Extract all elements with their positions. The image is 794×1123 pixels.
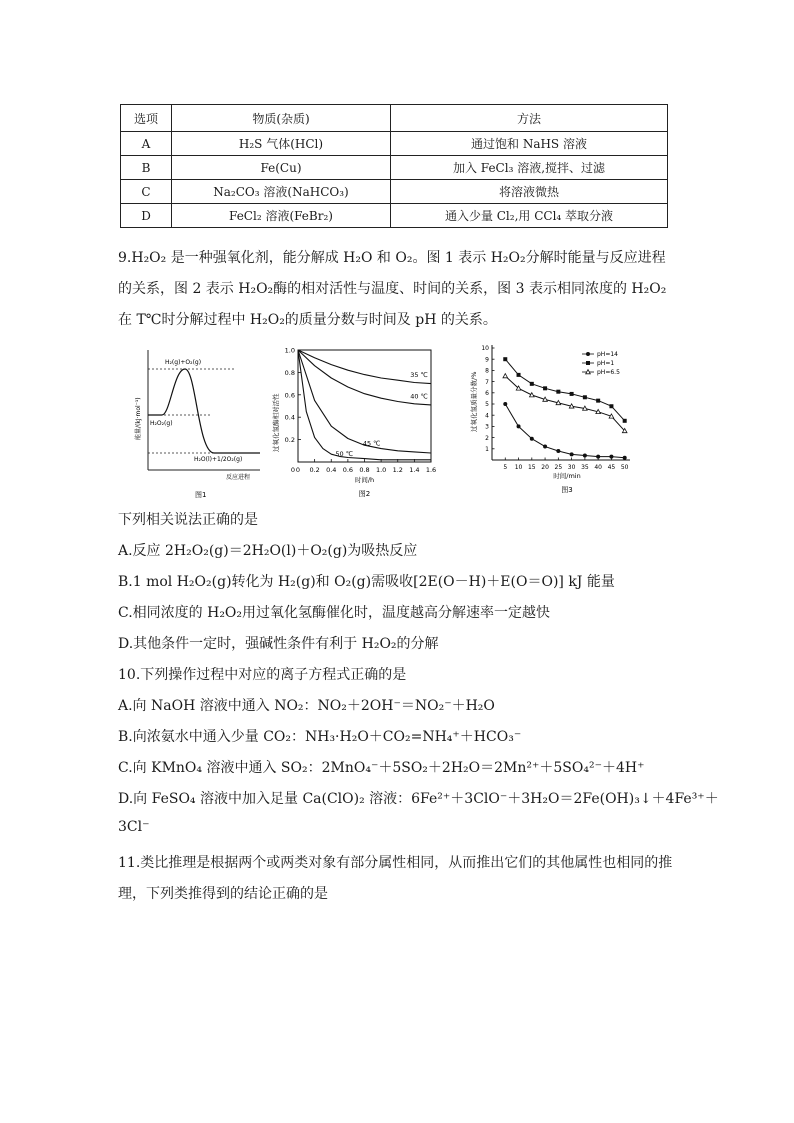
fig3-x-tick-label: 30 bbox=[567, 464, 576, 471]
fig3-y-tick-label: 10 bbox=[481, 345, 489, 353]
fig3-legend-marker bbox=[586, 361, 590, 365]
fig2-x-tick-label: 1.6 bbox=[425, 466, 437, 474]
fig3-x-tick-label: 45 bbox=[607, 464, 616, 471]
purification-table bbox=[120, 104, 668, 228]
fig2-y-tick-label: 0.2 bbox=[284, 436, 295, 445]
table-row bbox=[121, 132, 668, 156]
h2o2-fraction-chart bbox=[470, 340, 640, 500]
fig2-series-label: 35 ℃ bbox=[410, 371, 428, 380]
fig2-x-tick-label: 1.4 bbox=[409, 466, 420, 474]
fig3-legend-label: pH=14 bbox=[597, 351, 618, 359]
fig3-data-point bbox=[530, 437, 534, 441]
fig3-data-point bbox=[543, 445, 547, 449]
fig3-data-point bbox=[596, 455, 600, 459]
fig3-legend-label: pH=6.5 bbox=[597, 369, 620, 377]
q9-option-b: B.1 mol H₂O₂(g)转化为 H₂(g)和 O₂(g)需吸收[2E(O－H)＋E(O＝O)] kJ 能量 bbox=[118, 574, 615, 590]
fig2-y-tick-label: 0.4 bbox=[284, 413, 295, 422]
q9-stem: 9.H₂O₂ 是一种强氧化剂，能分解成 H₂O 和 O₂。图 1 表示 H₂O₂分解时能量与反应进程的关系，图 2 表示 H₂O₂酶的相对活性与温度、时间的关系，图 3 表示相同浓度的 H₂O₂在 T℃时分解过程中 H₂O₂的质量分数与时间及 pH 的关系。 bbox=[118, 250, 667, 328]
fig3-x-tick-label: 15 bbox=[527, 464, 536, 471]
header-option: 选项 bbox=[121, 105, 172, 132]
fig2-x-tick-label: 0.6 bbox=[342, 466, 354, 474]
fig3-y-tick-label: 5 bbox=[485, 401, 489, 409]
fig3-data-point bbox=[623, 456, 627, 460]
fig1-ylabel: 能量/(kJ·mol⁻¹) bbox=[135, 397, 142, 440]
figure-3 bbox=[470, 340, 640, 500]
fig3-data-point bbox=[517, 424, 521, 428]
fig2-xlabel: 时间/h bbox=[354, 476, 375, 484]
fig3-x-tick-label: 50 bbox=[620, 464, 629, 471]
q9-prompt: 下列相关说法正确的是 bbox=[118, 512, 258, 528]
fig1-label-mid: H₂O₂(g) bbox=[150, 420, 173, 427]
fig3-y-tick-label: 2 bbox=[485, 434, 489, 442]
fig3-data-point bbox=[570, 452, 574, 456]
fig3-x-tick-label: 35 bbox=[581, 464, 589, 471]
fig3-data-point bbox=[623, 419, 627, 423]
fig3-data-point bbox=[503, 357, 507, 361]
row-substance: Na₂CO₃ 溶液(NaHCO₃) bbox=[172, 180, 391, 204]
q10-stem: 10.下列操作过程中对应的离子方程式正确的是 bbox=[118, 667, 407, 683]
fig3-x-tick-label: 5 bbox=[503, 464, 508, 471]
fig3-xlabel: 时间/min bbox=[553, 472, 581, 480]
fig3-legend-marker bbox=[586, 352, 590, 356]
table-row bbox=[121, 156, 668, 180]
fig2-caption: 图2 bbox=[358, 490, 371, 498]
row-method: 加入 FeCl₃ 溶液,搅拌、过滤 bbox=[391, 156, 668, 180]
fig3-series-line bbox=[505, 404, 624, 458]
fig3-data-point bbox=[503, 374, 508, 378]
fig1-caption: 图1 bbox=[195, 491, 207, 499]
fig2-origin-label: 0 bbox=[290, 466, 295, 474]
fig3-data-point bbox=[543, 386, 547, 390]
fig2-x-tick-label: 0.8 bbox=[359, 466, 370, 474]
fig3-data-point bbox=[530, 382, 534, 386]
energy-diagram bbox=[135, 345, 260, 500]
row-substance: FeCl₂ 溶液(FeBr₂) bbox=[172, 204, 391, 228]
fig3-data-point bbox=[609, 455, 613, 459]
fig2-series-line bbox=[298, 350, 431, 453]
fig2-ylabel: 过氧化氢酶相对活性 bbox=[272, 393, 280, 452]
fig3-data-point bbox=[503, 402, 507, 406]
fig3-legend-label: pH=1 bbox=[597, 360, 615, 368]
fig2-series-label: 50 ℃ bbox=[335, 450, 354, 459]
fig3-data-point bbox=[517, 373, 521, 377]
row-option: A bbox=[121, 132, 172, 156]
fig3-data-point bbox=[583, 395, 587, 399]
fig3-data-point bbox=[583, 454, 587, 458]
enzyme-activity-chart bbox=[268, 342, 448, 502]
table-header-row bbox=[121, 105, 668, 132]
q10-option-b: B.向浓氨水中通入少量 CO₂：NH₃·H₂O＋CO₂=NH₄⁺＋HCO₃⁻ bbox=[118, 729, 522, 745]
table-row bbox=[121, 180, 668, 204]
fig3-y-tick-label: 3 bbox=[485, 423, 489, 431]
fig3-caption: 图3 bbox=[561, 486, 573, 494]
fig2-y-tick-label: 0.6 bbox=[284, 391, 295, 400]
q9-option-d: D.其他条件一定时，强碱性条件有利于 H₂O₂的分解 bbox=[118, 636, 439, 652]
fig3-x-tick-label: 40 bbox=[594, 464, 602, 471]
header-substance: 物质(杂质) bbox=[172, 105, 391, 132]
fig2-x-tick-label: 0.4 bbox=[326, 466, 337, 474]
fig3-y-tick-label: 9 bbox=[485, 356, 489, 364]
q10-option-d: D.向 FeSO₄ 溶液中加入足量 Ca(ClO)₂ 溶液：6Fe²⁺＋3ClO⁻＋3H₂O＝2Fe(OH)₃↓＋4Fe³⁺＋ bbox=[118, 791, 719, 807]
fig1-label-top: H₂(g)+O₂(g) bbox=[165, 359, 202, 366]
fig3-series-line bbox=[505, 376, 624, 431]
row-option: D bbox=[121, 204, 172, 228]
header-method: 方法 bbox=[391, 105, 668, 132]
fig3-data-point bbox=[596, 399, 600, 403]
fig3-data-point bbox=[609, 404, 613, 408]
q10-option-a: A.向 NaOH 溶液中通入 NO₂：NO₂＋2OH⁻＝NO₂⁻＋H₂O bbox=[118, 698, 495, 714]
q11-stem: 11.类比推理是根据两个或两类对象有部分属性相同，从而推出它们的其他属性也相同的推理，下列类推得到的结论正确的是 bbox=[118, 855, 673, 902]
row-option: B bbox=[121, 156, 172, 180]
row-substance: H₂S 气体(HCl) bbox=[172, 132, 391, 156]
fig2-y-tick-label: 1.0 bbox=[284, 346, 295, 355]
figure-1 bbox=[135, 345, 260, 500]
fig1-xlabel: 反应进程 bbox=[226, 474, 251, 481]
fig3-y-tick-label: 8 bbox=[485, 367, 489, 375]
fig2-x-tick-label: 0.2 bbox=[309, 466, 320, 474]
fig1-reaction-curve bbox=[148, 369, 260, 453]
q10-option-d-cont: 3Cl⁻ bbox=[118, 819, 150, 835]
fig3-x-tick-label: 10 bbox=[514, 464, 523, 471]
q10-option-c: C.向 KMnO₄ 溶液中通入 SO₂：2MnO₄⁻＋5SO₂＋2H₂O＝2Mn²⁺＋5SO₄²⁻＋4H⁺ bbox=[118, 760, 645, 776]
fig3-data-point bbox=[570, 392, 574, 396]
q9-option-c: C.相同浓度的 H₂O₂用过氧化氢酶催化时，温度越高分解速率一定越快 bbox=[118, 605, 551, 621]
fig2-series-label: 40 ℃ bbox=[410, 392, 428, 401]
fig3-y-tick-label: 4 bbox=[485, 412, 489, 420]
fig3-ylabel: 过氧化氢质量分数/% bbox=[470, 371, 478, 432]
row-substance: Fe(Cu) bbox=[172, 156, 391, 180]
q9-option-a: A.反应 2H₂O₂(g)＝2H₂O(l)＋O₂(g)为吸热反应 bbox=[118, 543, 418, 559]
fig2-x-tick-label: 1.2 bbox=[392, 466, 403, 474]
fig3-data-point bbox=[556, 449, 560, 453]
fig3-y-tick-label: 6 bbox=[485, 390, 489, 397]
fig2-x-tick-label: 0 bbox=[295, 466, 301, 474]
fig3-x-tick-label: 25 bbox=[554, 464, 563, 471]
row-option: C bbox=[121, 180, 172, 204]
fig2-series-label: 45 ℃ bbox=[362, 439, 381, 448]
fig2-x-tick-label: 1.0 bbox=[375, 466, 387, 474]
table-row bbox=[121, 204, 668, 228]
fig1-label-low: H₂O(l)+1/2O₂(g) bbox=[194, 456, 243, 463]
row-method: 将溶液微热 bbox=[391, 180, 668, 204]
fig3-y-tick-label: 7 bbox=[485, 378, 489, 386]
row-method: 通入少量 Cl₂,用 CCl₄ 萃取分液 bbox=[391, 204, 668, 228]
figure-2 bbox=[268, 342, 448, 502]
fig3-x-tick-label: 20 bbox=[541, 464, 549, 471]
row-method: 通过饱和 NaHS 溶液 bbox=[391, 132, 668, 156]
fig3-y-tick-label: 1 bbox=[485, 446, 489, 453]
fig2-y-tick-label: 0.8 bbox=[284, 368, 295, 377]
fig3-data-point bbox=[556, 390, 560, 394]
